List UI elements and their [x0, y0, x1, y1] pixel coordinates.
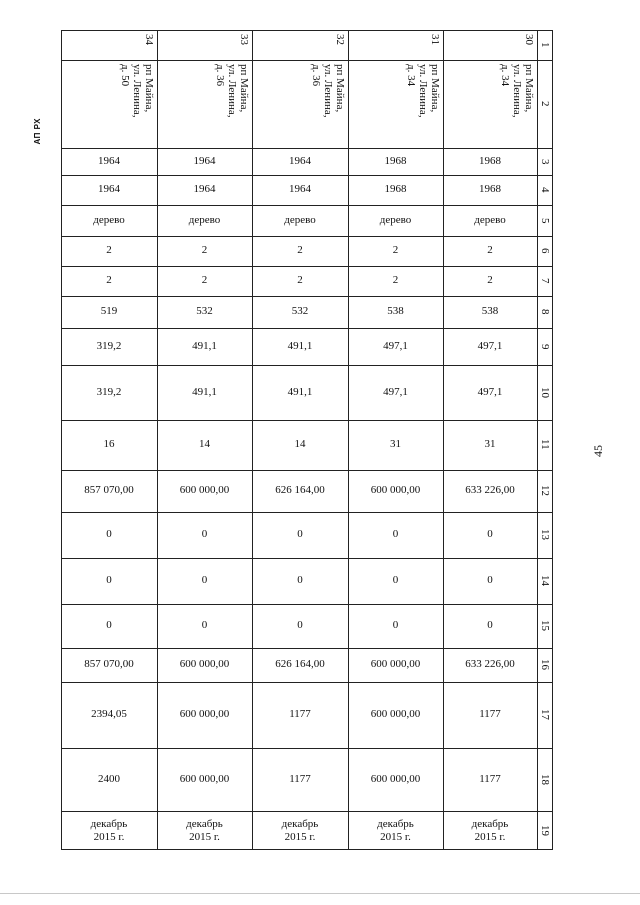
row-number: 1	[539, 42, 551, 48]
table-cell-value: 519	[100, 305, 118, 317]
row-number: 8	[539, 309, 551, 315]
column-number: 31	[429, 34, 441, 45]
table-cell-value: 2	[392, 274, 399, 286]
deadline-line: декабрь	[186, 817, 223, 830]
row-number: 3	[539, 158, 551, 164]
deadline-line: 2015 г.	[284, 830, 316, 843]
table-row-line	[61, 512, 553, 513]
table-cell-value: 0	[297, 574, 303, 586]
table-cell-value: 2	[297, 274, 303, 286]
row-number: 5	[539, 217, 551, 223]
table-cell-value: 2	[487, 244, 493, 256]
table-cell-value: 1968	[384, 154, 407, 167]
table-cell-value: 31	[484, 438, 496, 450]
address-line: ул. Ленина,	[511, 64, 523, 118]
table-row-line	[61, 811, 553, 812]
row-number: 6	[539, 248, 551, 254]
column-number: 32	[334, 34, 346, 45]
table-cell-value: 2	[392, 244, 399, 256]
table-column-line	[537, 30, 538, 850]
table-cell-value: 2	[201, 244, 208, 256]
archive-stamp: АП РХ	[33, 118, 42, 145]
deadline-line: 2015 г.	[380, 830, 411, 843]
table-cell-value: 0	[392, 619, 399, 631]
table-row-line	[61, 648, 553, 649]
table-cell-value: 0	[487, 619, 493, 631]
table-cell-value: 14	[294, 438, 306, 450]
table-cell-value: 0	[487, 574, 493, 586]
address-line: д. 36	[214, 64, 226, 87]
table-cell-value: 491,1	[192, 385, 217, 398]
table-cell-value: 1968	[479, 183, 501, 195]
table-cell-value: 857 070,00	[84, 658, 134, 670]
row-number: 17	[539, 709, 551, 720]
table-row-line	[61, 328, 553, 329]
table-cell-value: 2	[297, 244, 303, 256]
table-cell-value: 491,1	[287, 339, 313, 352]
table-cell-value: 2394,05	[91, 708, 127, 720]
column-number: 33	[238, 34, 250, 45]
address-line: ул. Ленина,	[417, 64, 429, 118]
table-cell-value: 538	[481, 305, 499, 317]
table-cell-value: 532	[291, 305, 309, 317]
table-cell-value: 2400	[98, 772, 120, 785]
row-number: 15	[539, 620, 551, 631]
table-cell-value: 600 000,00	[370, 658, 421, 670]
table-row-line	[61, 558, 553, 559]
table-cell-value: 1177	[479, 772, 501, 785]
table-cell-value: дерево	[284, 213, 316, 226]
table-cell-value: 0	[106, 528, 112, 540]
deadline-line: декабрь	[90, 817, 128, 830]
table-row-line	[61, 682, 553, 683]
address-line: рп Майна,	[334, 64, 346, 113]
table-row-line	[61, 296, 553, 297]
table-cell-value: 0	[297, 619, 303, 631]
row-number: 9	[539, 343, 551, 349]
table-cell-value: 1177	[289, 772, 311, 785]
table-cell-value: дерево	[379, 213, 412, 226]
table-cell-value: 0	[106, 574, 112, 586]
table-row-line	[61, 748, 553, 749]
table-cell-value: 600 000,00	[370, 484, 421, 496]
table-cell-value: 0	[392, 574, 399, 586]
deadline-line: 2015 г.	[189, 830, 220, 843]
table-cell-value: 633 226,00	[465, 658, 515, 670]
page-number: 45	[591, 445, 605, 457]
table-cell-value: дерево	[93, 213, 125, 226]
table-cell-value: 14	[199, 438, 210, 450]
table-cell-value: 600 000,00	[179, 772, 230, 785]
address-line: ул. Ленина,	[131, 64, 143, 118]
table-cell-value: 600 000,00	[179, 708, 230, 720]
row-number: 7	[539, 278, 551, 284]
table-cell-value: 2	[106, 274, 112, 286]
deadline-line: декабрь	[281, 817, 319, 830]
row-number: 14	[539, 575, 551, 586]
table-cell-value: 1964	[289, 183, 311, 195]
row-number: 12	[539, 485, 551, 496]
table-row-line	[61, 266, 553, 267]
table-cell-value: 1964	[193, 183, 216, 195]
table-cell-value: 0	[297, 528, 303, 540]
table-cell-value: 491,1	[287, 385, 313, 398]
table-cell-value: 16	[103, 438, 115, 450]
deadline-line: 2015 г.	[93, 830, 125, 843]
address-line: рп Майна,	[523, 64, 535, 113]
table-cell-value: 600 000,00	[179, 658, 230, 670]
table-cell-value: 0	[201, 528, 208, 540]
table-cell-value: 2	[106, 244, 112, 256]
column-number: 30	[523, 34, 535, 45]
table-row-line	[61, 148, 553, 149]
row-number: 13	[539, 529, 551, 540]
table-cell-value: 0	[392, 528, 399, 540]
table-cell-value: 2	[201, 274, 208, 286]
table-cell-value: 491,1	[192, 339, 217, 352]
table-cell-value: 497,1	[383, 385, 408, 398]
row-number: 11	[539, 439, 551, 450]
table-cell-value: 1968	[384, 183, 407, 195]
table-cell-value: 319,2	[96, 385, 122, 398]
row-number: 10	[539, 386, 551, 398]
page-bottom-rule	[0, 893, 640, 894]
table-cell-value: 600 000,00	[179, 484, 230, 496]
table-row-line	[61, 604, 553, 605]
column-number: 34	[143, 34, 155, 45]
table-cell-value: 319,2	[96, 339, 122, 352]
table-cell-value: 0	[487, 528, 493, 540]
address-line: рп Майна,	[143, 64, 155, 113]
address-line: д. 36	[310, 64, 322, 87]
table-row-line	[61, 236, 553, 237]
table-cell-value: 497,1	[477, 385, 503, 398]
table-row-line	[61, 365, 553, 366]
table-cell-value: 1964	[193, 154, 216, 167]
address-line: рп Майна,	[429, 64, 441, 113]
table-row-line	[61, 60, 553, 61]
table-cell-value: 857 070,00	[84, 484, 134, 496]
table-cell-value: 532	[196, 305, 213, 317]
table-cell-value: дерево	[474, 213, 506, 226]
table-cell-value: 626 164,00	[275, 484, 325, 496]
address-line: рп Майна,	[238, 64, 250, 113]
table-cell-value: дерево	[188, 213, 221, 226]
row-number: 19	[539, 824, 551, 836]
row-number: 2	[539, 101, 551, 107]
table-cell-value: 1964	[98, 154, 120, 167]
row-number: 4	[539, 187, 551, 193]
row-number: 16	[539, 659, 551, 670]
deadline-line: 2015 г.	[474, 830, 506, 843]
table-cell-value: 1964	[98, 183, 120, 195]
table-row-line	[61, 470, 553, 471]
table-cell-value: 538	[387, 305, 404, 317]
table-row-line	[61, 420, 553, 421]
table-cell-value: 1177	[289, 708, 311, 720]
table-row-line	[61, 175, 553, 176]
table-cell-value: 0	[201, 619, 208, 631]
table-cell-value: 31	[390, 438, 401, 450]
deadline-line: декабрь	[471, 817, 509, 830]
table-cell-value: 600 000,00	[370, 708, 421, 720]
table-cell-value: 2	[487, 274, 493, 286]
table-cell-value: 0	[106, 619, 112, 631]
deadline-line: декабрь	[377, 817, 414, 830]
table-cell-value: 1964	[289, 154, 311, 167]
address-line: д. 50	[119, 64, 131, 87]
table-cell-value: 1177	[479, 708, 501, 720]
table-cell-value: 633 226,00	[465, 484, 515, 496]
table-cell-value: 0	[201, 574, 208, 586]
address-line: д. 34	[499, 64, 511, 87]
table-cell-value: 1968	[479, 154, 501, 167]
table-row-line	[61, 205, 553, 206]
table-cell-value: 497,1	[477, 339, 503, 352]
row-number: 18	[539, 773, 551, 785]
address-line: д. 34	[405, 64, 417, 87]
table-cell-value: 626 164,00	[275, 658, 325, 670]
table-cell-value: 497,1	[383, 339, 408, 352]
address-line: ул. Ленина,	[322, 64, 334, 118]
address-line: ул. Ленина,	[226, 64, 238, 118]
table-cell-value: 600 000,00	[370, 772, 421, 785]
